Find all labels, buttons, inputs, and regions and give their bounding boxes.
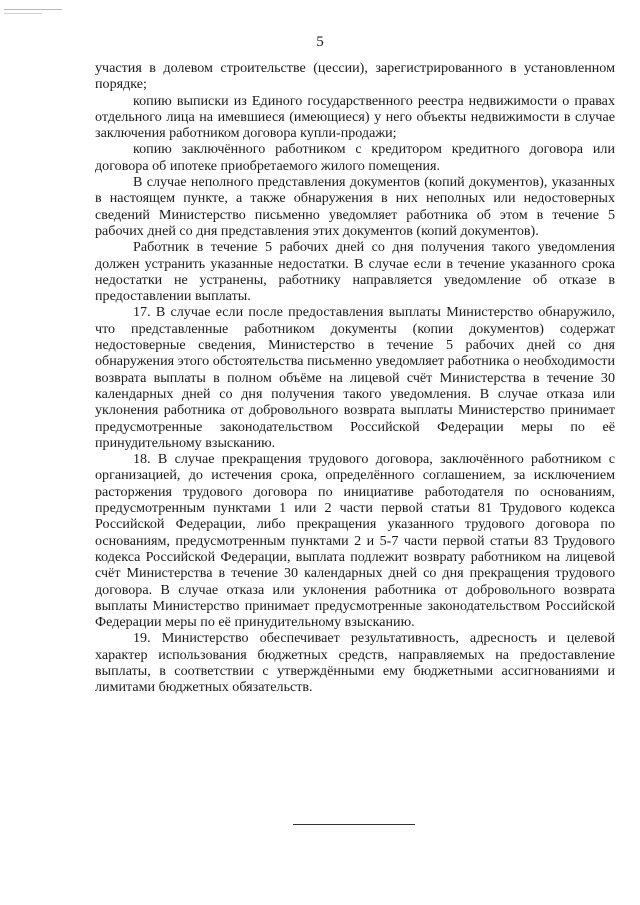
end-of-document-rule (293, 824, 415, 825)
paragraph: В случае неполного представления документов (копий документов), указанных в настоящем пункте, а также обнаружения в них неполных или недостоверных сведений Министерство письменно уведомляет работника об этом в течение 5 рабочих дней со дня представления этих документов (копий документов). (95, 174, 615, 239)
paragraph: копию заключённого работником с кредитором кредитного договора или договора об ипотеке приобретаемого жилого помещения. (95, 141, 615, 174)
paragraph: участия в долевом строительстве (цессии), зарегистрированного в установленном порядке; (95, 60, 615, 93)
scan-artifact-line (4, 13, 42, 14)
scan-artifact-line (4, 9, 62, 10)
paragraph: копию выписки из Единого государственного реестра недвижимости о правах отдельного лица на имевшиеся (имеющиеся) у него объекты недвижимости в случае заключения работником договора купли-продажи; (95, 92, 615, 142)
document-body (95, 60, 615, 696)
paragraph: 19. Министерство обеспечивает результативность, адресность и целевой характер использования бюджетных средств, направляемых на предоставление выплаты, в соответствии с утверждёнными ему бюджетными ассигнованиями и лимитами бюджетных обязательств. (95, 630, 615, 696)
paragraph: 18. В случае прекращения трудового договора, заключённого работником с организацией, до истечения срока, определённого соглашением, за исключением расторжения трудового договора по инициативе работодателя по основаниям, предусмотренным пунктами 1 или 2 части первой статьи 81 Трудового кодекса Российской Федерации, либо прекращения указанного трудового договора по основаниям, предусмотренным пунктами 2 и 5-7 части первой статьи 83 Трудового кодекса Российской Федерации, выплата подлежит возврату работником на лицевой счёт Министерства в течение 30 календарных дней со дня прекращения трудового договора. В случае отказа или уклонения работника от добровольного возврата выплаты Министерство принимает предусмотренные законодательством Российской Федерации меры по её принудительному взысканию. (95, 451, 615, 631)
page-number: 5 (316, 34, 324, 50)
paragraph: 17. В случае если после предоставления выплаты Министерство обнаружило, что представленные работником документы (копии документов) содержат недостоверные сведения, Министерство в течение 5 рабочих дней со дня обнаружения этого обстоятельства письменно уведомляет работника о необходимости возврата выплаты в полном объёме на лицевой счёт Министерства в течение 30 календарных дней со дня получения такого уведомления. В случае отказа или уклонения работника от добровольного возврата выплаты Министерство принимает предусмотренные законодательством Российской Федерации меры по её принудительному взысканию. (95, 304, 615, 451)
paragraph: Работник в течение 5 рабочих дней со дня получения такого уведомления должен устранить указанные недостатки. В случае если в течение указанного срока недостатки не устранены, работнику направляется уведомление об отказе в предоставлении выплаты. (95, 239, 615, 305)
